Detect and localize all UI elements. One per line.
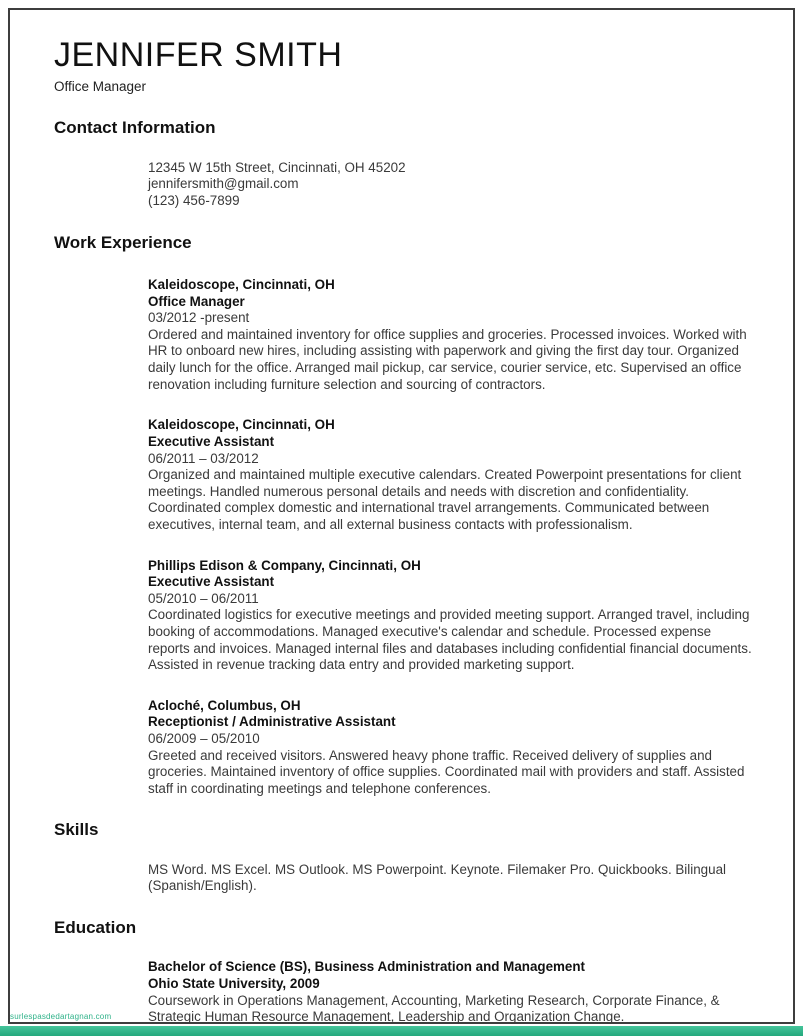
contact-block [148, 160, 752, 210]
skills-text: MS Word. MS Excel. MS Outlook. MS Powerpoint. Keynote. Filemaker Pro. Quickbooks. Bilingual (Spanish/English). [148, 861, 727, 894]
job-entry [148, 558, 752, 674]
section-heading-skills: Skills [54, 820, 99, 840]
education-block [148, 959, 752, 1025]
name-heading: JENNIFER SMITH [54, 36, 343, 74]
job-title: Executive Assistant [148, 574, 275, 590]
job-description: Organized and maintained multiple executive calendars. Created Powerpoint presentations for client meetings. Handled numerous personal details and needs with discretion and confidentiality. Coordinated complex domestic and international travel arrangements. Communicated between executives, internal team, and all external business contacts with professionalism. [148, 467, 742, 532]
job-dates: 05/2010 – 06/2011 [148, 590, 259, 606]
bottom-accent-bar [0, 1026, 803, 1036]
watermark-link[interactable]: surlespasdedartagnan.com [10, 1012, 112, 1021]
job-company: Kaleidoscope, Cincinnati, OH [148, 277, 335, 293]
contact-phone: (123) 456-7899 [148, 193, 240, 209]
education-school: Ohio State University, 2009 [148, 976, 320, 992]
section-heading-contact: Contact Information [54, 118, 216, 138]
contact-address: 12345 W 15th Street, Cincinnati, OH 45202 [148, 159, 406, 175]
education-coursework: Coursework in Operations Management, Accounting, Marketing Research, Corporate Finance, & Strategic Human Resource Management, Leadership and Organization Change. [148, 992, 720, 1025]
job-dates: 06/2011 – 03/2012 [148, 450, 259, 466]
education-degree: Bachelor of Science (BS), Business Administration and Management [148, 959, 586, 975]
skills-block [148, 862, 752, 895]
job-subtitle: Office Manager [54, 78, 147, 94]
job-title: Office Manager [148, 293, 245, 309]
job-title: Executive Assistant [148, 433, 275, 449]
job-entry [148, 417, 752, 533]
section-heading-work: Work Experience [54, 232, 192, 252]
job-entry [148, 698, 752, 798]
job-description: Greeted and received visitors. Answered heavy phone traffic. Received delivery of supplies and groceries. Maintained inventory of office supplies. Coordinated mail with providers and staff. Assisted staff in coordinating meetings and telephone conferences. [148, 747, 745, 796]
job-description: Coordinated logistics for executive meetings and provided meeting support. Arranged travel, including booking of accommodations. Managed executive's calendar and schedule. Processed expense reports and invoices. Managed internal files and databases including confidential financial documents. Assisted in revenue tracking data entry and provided marketing support. [148, 607, 752, 673]
job-dates: 03/2012 -present [148, 310, 250, 326]
resume-content [54, 38, 760, 1026]
job-description: Ordered and maintained inventory for office supplies and groceries. Processed invoices. Worked with HR to onboard new hires, including assisting with paperwork and giving the first day tour. Organized daily lunch for the office. Arranged mail pickup, car service, courier service, etc. Supervised an office renovation including furniture selection and sourcing of contractors. [148, 326, 747, 392]
job-entry [148, 277, 752, 393]
job-company: Acloché, Columbus, OH [148, 697, 301, 713]
job-company: Kaleidoscope, Cincinnati, OH [148, 417, 335, 433]
job-title: Receptionist / Administrative Assistant [148, 714, 396, 730]
job-dates: 06/2009 – 05/2010 [148, 731, 260, 747]
job-company: Phillips Edison & Company, Cincinnati, OH [148, 557, 421, 573]
contact-email: jennifersmith@gmail.com [148, 176, 299, 192]
section-heading-education: Education [54, 918, 137, 938]
